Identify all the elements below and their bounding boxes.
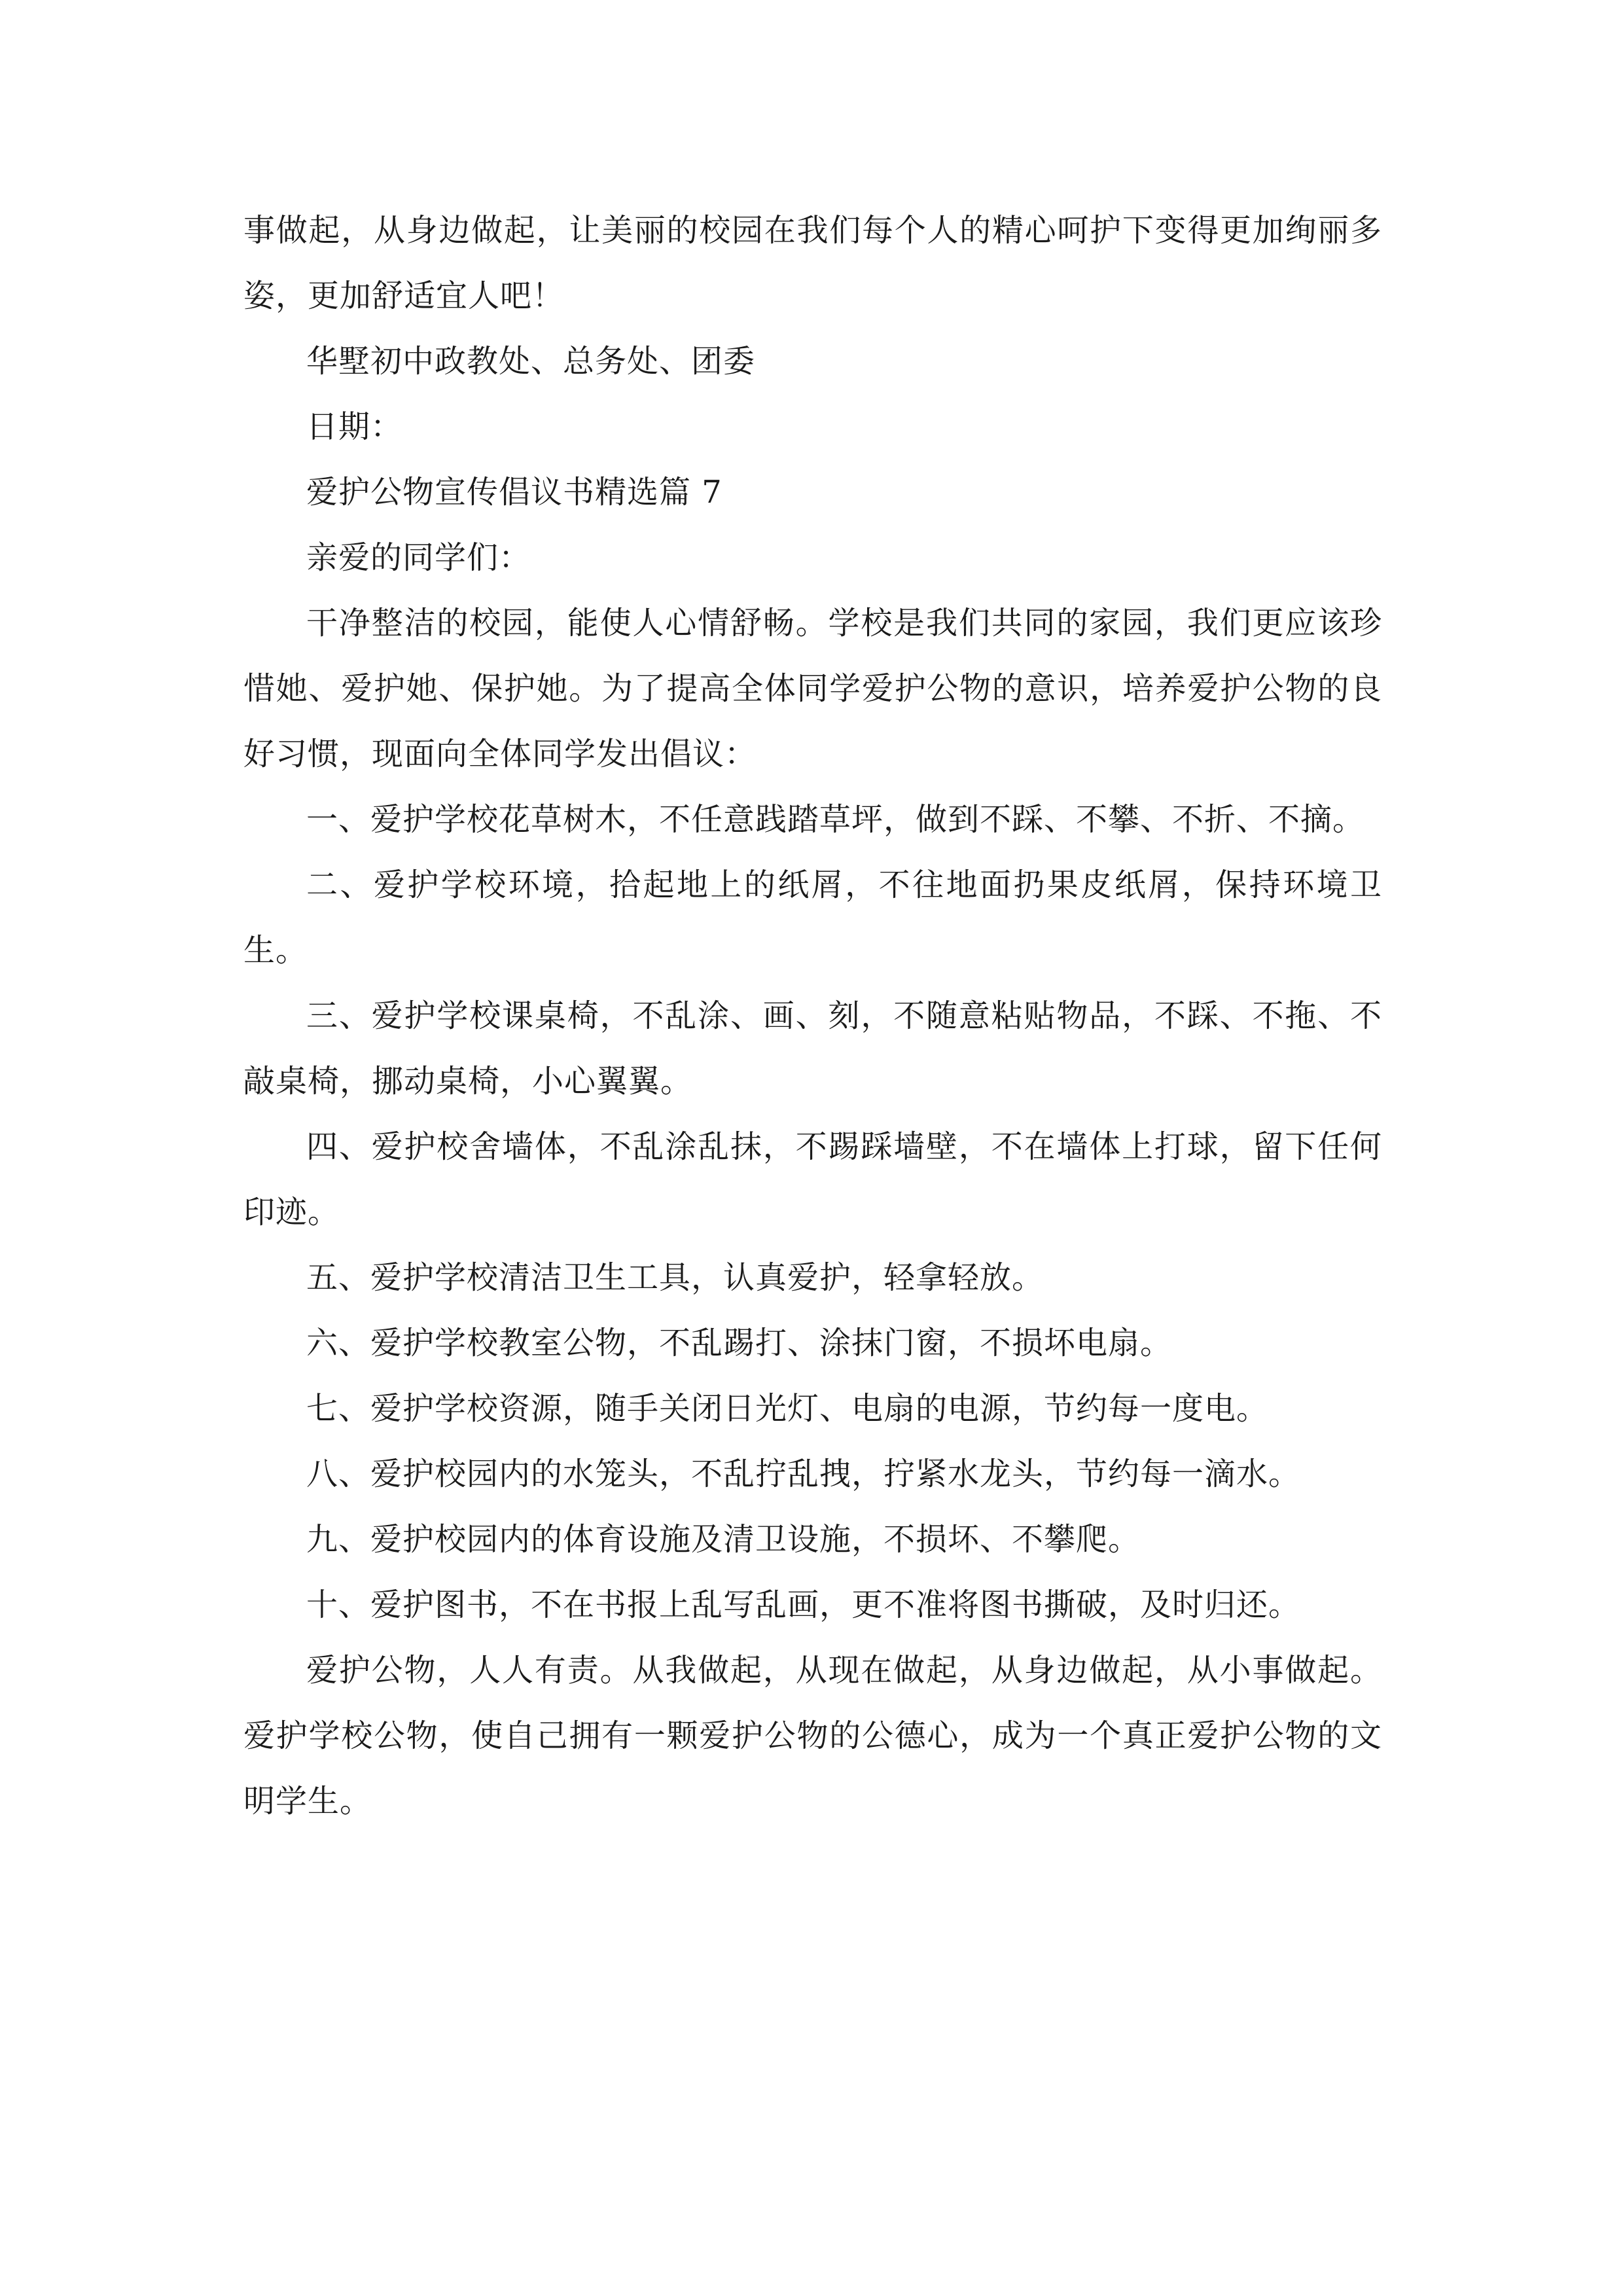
- list-item: 七、爱护学校资源，随手关闭日光灯、电扇的电源，节约每一度电。: [306, 1390, 1269, 1427]
- list-item: 四、爱护校舍墙体，不乱涂乱抹，不踢踩墙壁，不在墙体上打球，留下任何印迹。: [243, 1128, 1382, 1230]
- list-item: 八、爱护校园内的水笼头，不乱拧乱拽，拧紧水龙头，节约每一滴水。: [306, 1456, 1301, 1492]
- list-item: 一、爱护学校花草树木，不任意践踏草坪，做到不踩、不攀、不折、不摘。: [306, 801, 1365, 838]
- list-item: 三、爱护学校课桌椅，不乱涂、画、刻，不随意粘贴物品，不踩、不拖、不敲桌椅，挪动桌椅，小心翼翼。: [243, 997, 1382, 1100]
- intro-paragraph: 干净整洁的校园，能使人心情舒畅。学校是我们共同的家园，我们更应该珍惜她、爱护她、保护她。为了提高全体同学爱护公物的意识，培养爱护公物的良好习惯，现面向全体同学发出倡议：: [243, 605, 1382, 772]
- list-item: 六、爱护学校教室公物，不乱踢打、涂抹门窗，不损坏电扇。: [306, 1325, 1173, 1361]
- section-title: 爱护公物宣传倡议书精选篇 7: [306, 474, 722, 511]
- document-body: [243, 198, 1382, 1834]
- date-label: 日期：: [306, 408, 403, 445]
- list-item: 九、爱护校园内的体育设施及清卫设施，不损坏、不攀爬。: [306, 1521, 1141, 1558]
- list-item: 二、爱护学校环境，拾起地上的纸屑，不往地面扔果皮纸屑，保持环境卫生。: [243, 867, 1382, 969]
- list-item: 五、爱护学校清洁卫生工具，认真爱护，轻拿轻放。: [306, 1259, 1044, 1296]
- paragraph-continuation: 事做起，从身边做起，让美丽的校园在我们每个人的精心呵护下变得更加绚丽多姿，更加舒适宜人吧！: [243, 212, 1382, 314]
- signature-departments: 华墅初中政教处、总务处、团委: [306, 343, 756, 380]
- list-item: 十、爱护图书，不在书报上乱写乱画，更不准将图书撕破，及时归还。: [306, 1587, 1301, 1623]
- closing-paragraph: 爱护公物，人人有责。从我做起，从现在做起，从身边做起，从小事做起。爱护学校公物，使自己拥有一颗爱护公物的公德心，成为一个真正爱护公物的文明学生。: [243, 1652, 1382, 1820]
- salutation: 亲爱的同学们：: [306, 539, 531, 576]
